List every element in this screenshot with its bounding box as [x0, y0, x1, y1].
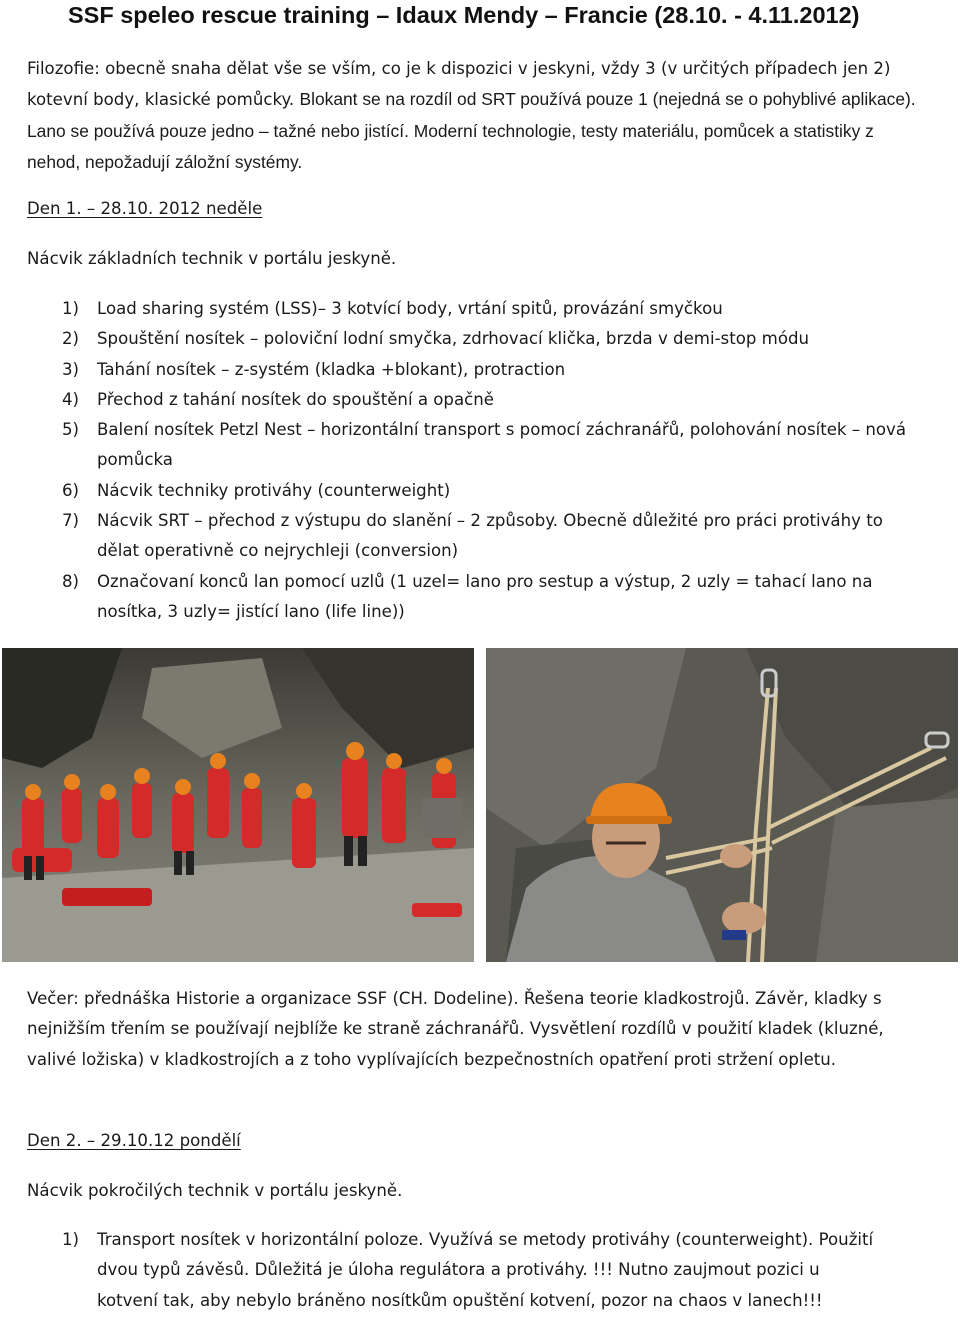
list-item-text: Nácvik SRT – přechod z výstupu do slanění – 2 způsoby. Obecně důležité pro práci protiváhy to dělat operativně co nejrychleji (conversion): [97, 511, 883, 561]
list-item-number: 2): [62, 329, 80, 349]
list-item-number: 5): [62, 420, 80, 440]
list-item: [0, 355, 920, 385]
list-item-text: Označovaní konců lan pomocí uzlů (1 uzel= lano pro sestup a výstup, 2 uzly = tahací lano na nosítka, 3 uzly= jistící lano (life line)): [97, 571, 873, 621]
philosophy-text-a: Filozofie: obecně snaha dělat vše se vším, co je k dispozici v jeskyni, vždy 3 (v určitých případech jen 2) kotevní body, klasické pomůcky.: [27, 59, 891, 110]
evening-paragraph: Večer: přednáška Historie a organizace SSF (CH. Dodeline). Řešena teorie kladkostrojů. Závěr, kladky s nejnižším třením se používají nejblíže ke straně záchranářů. Vysvětlení rozdílů v použití kladek (kluzné, valivé ložiska) v kladkostrojích a z toho vyplívajících bezpečnostních opatření proti stržení opletu.: [27, 989, 884, 1069]
day2-heading: Den 2. – 29.10.12 pondělí: [27, 1131, 241, 1150]
list-item-text: Nácvik techniky protiváhy (counterweight): [97, 480, 451, 500]
day2-intro: Nácvik pokročilých technik v portálu jeskyně.: [27, 1181, 403, 1200]
list-item: [0, 324, 920, 354]
list-item-number: 4): [62, 389, 80, 409]
list-item: [0, 294, 920, 324]
list-item-text: Přechod z tahání nosítek do spouštění a opačně: [97, 389, 494, 409]
day1-list: [0, 294, 920, 627]
list-item-number: 1): [62, 1230, 80, 1249]
list-item-text: Tahání nosítek – z-systém (kladka +blokant), protraction: [97, 359, 566, 379]
list-item-number: 8): [62, 571, 80, 591]
list-item-text: Spouštění nosítek – poloviční lodní smyčka, zdrhovací klička, brzda v demi-stop módu: [97, 329, 810, 349]
list-item: [0, 567, 920, 628]
day1-intro: Nácvik základních technik v portálu jeskyně.: [27, 249, 397, 268]
list-item-text: Load sharing systém (LSS)– 3 kotvící body, vrtání spitů, provázání smyčkou: [97, 299, 723, 318]
list-item: [0, 506, 920, 567]
photo-caver-tying-rope-knot: [486, 648, 958, 962]
list-item-number: 7): [62, 511, 80, 531]
day1-heading: Den 1. – 28.10. 2012 neděle: [27, 199, 263, 218]
list-item-number: 1): [62, 299, 80, 318]
list-item-text: Balení nosítek Petzl Nest – horizontální transport s pomocí záchranářů, polohování nosítek – nová pomůcka: [97, 420, 907, 470]
philosophy-paragraph: [27, 54, 927, 178]
list-item-text: Transport nosítek v horizontální poloze. Využívá se metody protiváhy (counterweight). Použití dvou typů závěsů. Důležitá je úloha regulátora a protiváhy. !!! Nutno zaujmout pozici u kotvení tak, aby nebylo bráněno nosítkům opuštění kotvení, pozor na chaos v lanech!!!: [97, 1230, 874, 1310]
caver-photo-graphic: [486, 648, 958, 962]
list-item-number: 6): [62, 480, 80, 500]
list-item: [0, 476, 920, 506]
group-photo-graphic: [2, 648, 474, 962]
list-item: [0, 415, 920, 476]
day2-list: [0, 1225, 920, 1316]
group-photo-cave-rescue-team: [2, 648, 474, 962]
list-item: [0, 1225, 877, 1316]
document-title: SSF speleo rescue training – Idaux Mendy – Francie (28.10. - 4.11.2012): [68, 2, 860, 28]
list-item-number: 3): [62, 359, 80, 379]
list-item: [0, 385, 920, 415]
philosophy-text-b: Blokant se na rozdíl od SRT používá pouze 1 (nejedná se o pohyblivé aplikace). Lano se používá pouze jedno – tažné nebo jistící. Moderní technologie, testy materiálu, pomůcek a statistiky z nehod, nepožadují záložní systémy.: [27, 89, 916, 172]
